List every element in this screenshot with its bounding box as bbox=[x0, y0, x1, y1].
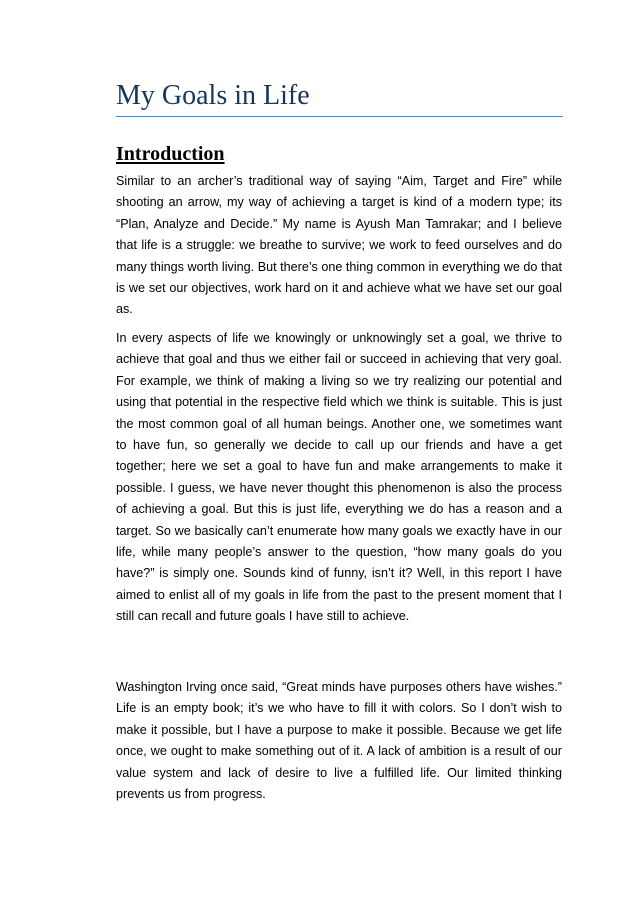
document-title: My Goals in Life bbox=[116, 80, 310, 111]
paragraph-1: Similar to an archer’s traditional way of saying “Aim, Target and Fire” while shooting an arrow, my way of achieving a target is kind of a modern type; its “Plan, Analyze and Decide.” My name is Ayush Man Tamrakar; and I believe that life is a struggle: we breathe to survive; we work to feed ourselves and do many things worth living. But there’s one thing common in everything we do that is we set our objectives, work hard on it and achieve what we have set our goal as. bbox=[116, 174, 562, 317]
section-heading-introduction: Introduction bbox=[116, 143, 225, 165]
paragraph-2: In every aspects of life we knowingly or unknowingly set a goal, we thrive to achieve that goal and thus we either fail or succeed in achieving that very goal. For example, we think of making a living so we try realizing our potential and using that potential in the respective field which we think is suitable. This is just the most common goal of all human beings. Another one, we sometimes want to have fun, so generally we decide to call up our friends and have a get together; here we set a goal to have fun and make arrangements to make it possible. I guess, we have never thought this phenomenon is also the process of achieving a goal. But this is just life, everything we do has a reason and a target. So we basically can’t enumerate how many goals we exactly have in our life, while many people’s answer to the question, “how many goals do you have?” is simply one. Sounds kind of funny, isn’t it? Well, in this report I have aimed to enlist all of my goals in life from the past to the present moment that I still can recall and future goals I have still to achieve. bbox=[116, 331, 562, 624]
paragraph-3: Washington Irving once said, “Great minds have purposes others have wishes.” Life is an empty book; it’s we who have to fill it with colors. So I don’t wish to make it possible, but I have a purpose to make it possible. Because we get life once, we ought to make something out of it. A lack of ambition is a result of our value system and lack of desire to live a fulfilled life. Our limited thinking prevents us from progress. bbox=[116, 680, 562, 802]
title-underline-rule bbox=[116, 116, 563, 117]
